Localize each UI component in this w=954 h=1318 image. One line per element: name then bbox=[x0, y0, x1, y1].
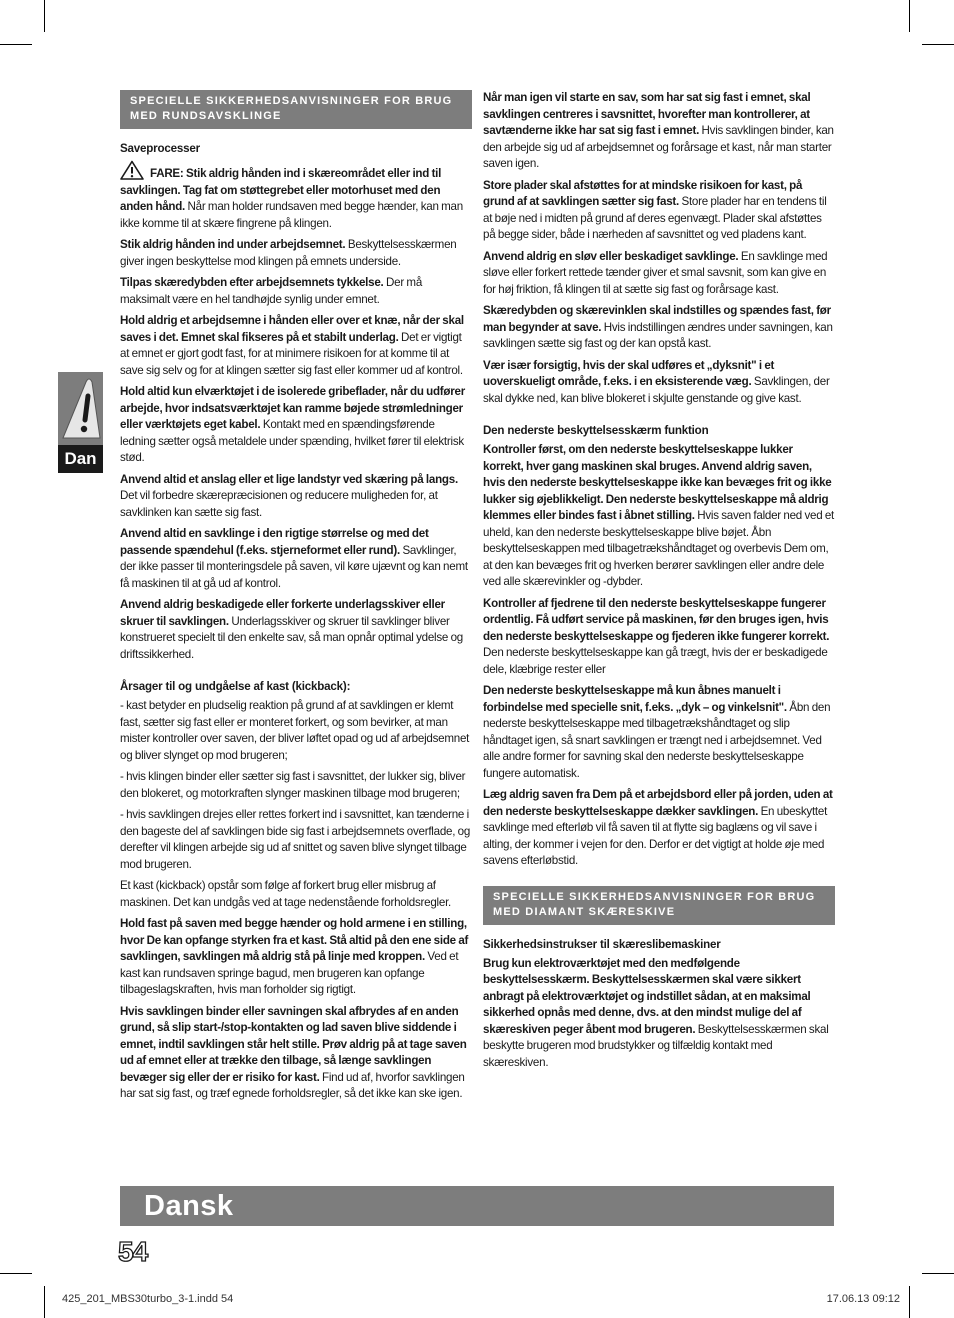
crop-mark bbox=[0, 1273, 32, 1274]
subheading: Den nederste beskyttelsesskærm funktion bbox=[483, 424, 709, 437]
paragraph: Hvis savklingen binder eller savningen skal afbrydes af en anden grund, så slip start-/stop-kontakten og lad saven blive siddende i emnet, indtil savklingen står helt stille. Prøv aldrig på at tage saven ud af emnet eller at trække den tilbage, så længe savklingen bevæger sig eller der er risiko for kast. Find ud af, hvorfor savklingen har sat sig fast, og træf egnede forholdsregler, så det ikke kan ske igen. bbox=[120, 1004, 467, 1100]
section-header: SPECIELLE SIKKERHEDSANVISNINGER FOR BRUG MED RUNDSAVSKLINGE bbox=[120, 90, 472, 129]
footer-language-bar: Dansk bbox=[120, 1186, 834, 1226]
section-header: SPECIELLE SIKKERHEDSANVISNINGER FOR BRUG MED DIAMANT SKÆRESKIVE bbox=[483, 886, 835, 925]
crop-mark bbox=[909, 0, 910, 32]
subheading: Sikkerhedsinstrukser til skæreslibemaskiner bbox=[483, 937, 721, 951]
paragraph: Vær især forsigtig, hvis der skal udføres et „dyksnit" i et uoverskueligt område, f.eks. i en eksisterende væg. Savklingen, der skal dykke ned, kan blive blokeret i skjulte genstande og give kast. bbox=[483, 358, 830, 405]
print-slug-left: 425_201_MBS30turbo_3-1.indd 54 bbox=[62, 1293, 234, 1305]
paragraph: Anvend altid et anslag eller et lige landstyr ved skæring på langs. Det vil forbedre skærepræcisionen og reducere muligheden for, at savklinken kan sætte sig fast. bbox=[120, 472, 458, 519]
paragraph: Anvend aldrig en sløv eller beskadiget savklinge. En savklinge med sløve eller forkert rettede tænder giver et smal savsnit, som kan give en for høj friktion, få klingen til at sætte sig fast og forårsage kast. bbox=[483, 249, 828, 296]
paragraph: Den nederste beskyttelseskappe må kun åbnes manuelt i forbindelse med specielle snit, f.eks. „dyk – og vinkelsnit". Åbn den nederste beskyttelseskappe med tilbagetrækshåndtaget og slip håndtaget igen, så snart savklingen er trængt ned i arbejdsemnet. Ved alle andre former for savning skal den nederste beskyttelseskappe fungere automatisk. bbox=[483, 684, 831, 780]
right-column bbox=[483, 90, 835, 1076]
paragraph: Hold aldrig et arbejdsemne i hånden eller over et knæ, når der skal saves i det. Emnet skal fikseres på et stabilt underlag. Det er vigtigt at emnet er gjort godt fast, for at minimere risikoen for at komme til at save sig selv og for at klingen sætter sig fast eller kommer ud af kontrol. bbox=[120, 314, 464, 377]
paragraph: Hold altid kun elværktøjet i de isolerede gribeflader, når du udfører arbejde, hvor indsatsværktøjet kan ramme bøjede strømledninger eller værktøjets eget kabel. Kontakt med en spændingsførende ledning sætter også metaldele under spænding, hvilket fører til elektrisk stød. bbox=[120, 385, 465, 464]
subheading: Årsager til og undgåelse af kast (kickback): bbox=[120, 680, 351, 693]
warning-triangle-icon bbox=[58, 372, 103, 445]
crop-mark bbox=[909, 1286, 910, 1318]
paragraph: Store plader skal afstøttes for at mindske risikoen for kast, på grund af at savklingen sætter sig fast. Store plader har en tendens til at bøje ned i midten på grund af deres egenvægt. Plader skal afstøttes på begge sider, både i nærheden af savsnittet og ved pladens kant. bbox=[483, 178, 827, 241]
language-side-tab bbox=[58, 372, 103, 473]
paragraph: Stik aldrig hånden ind under arbejdsemnet. Beskyttelsesskærmen giver ingen beskyttelse mod klingen på emnets underside. bbox=[120, 238, 457, 268]
crop-mark bbox=[44, 0, 45, 32]
warning-icon bbox=[120, 160, 144, 180]
print-slug-right: 17.06.13 09:12 bbox=[826, 1293, 900, 1305]
page-number: 54 bbox=[118, 1236, 148, 1267]
paragraph: Et kast (kickback) opstår som følge af forkert brug eller misbrug af maskinen. Det kan undgås ved at tage nedenstående forholdsregler. bbox=[120, 879, 452, 909]
paragraph: Læg aldrig saven fra Dem på et arbejdsbord eller på jorden, uden at den nederste beskyttelseskappe dækker savklingen. En ubeskyttet savklinge med efterløb vil få saven til at flytte sig baglæns og vil save i alting, der kommer i vejen for den. Derfor er det vigtigt at holde øje med savens efterløbstid. bbox=[483, 788, 833, 867]
paragraph: Tilpas skæredybden efter arbejdsemnets tykkelse. Der må maksimalt være en hel tandhøjde synlig under emnet. bbox=[120, 276, 423, 306]
crop-mark bbox=[0, 44, 32, 45]
paragraph: Når man igen vil starte en sav, som har sat sig fast i emnet, skal savklingen centreres i savsnittet, hvorefter man kontrollerer, at savtænderne ikke har sat sig fast i emnet. Hvis savklingen binder, kan den arbejde sig ud af arbejdsemnet og forårsage et kast, når man starter saven igen. bbox=[483, 91, 834, 170]
paragraph: - hvis klingen binder eller sætter sig fast i savsnittet, der lukker sig, bliver den blokeret, og motorkraften slynger maskinen tilbage mod brugeren; bbox=[120, 770, 466, 800]
paragraph: - hvis savklingen drejes eller rettes forkert ind i savsnittet, kan tænderne i den bageste del af savklingen bide sig fast i arbejdsemnets overflade, og derefter vil klingen arbejde sig ud af snittet og saven blive slynget tilbage mod brugeren. bbox=[120, 808, 471, 871]
crop-mark bbox=[44, 1286, 45, 1318]
subheading: Saveprocesser bbox=[120, 142, 200, 155]
paragraph: Brug kun elektroværktøjet med den medfølgende beskyttelsesskærm. Beskyttelsesskærmen skal være sikkert anbragt på elektroværktøjet og indstillet sådan, at en maksimal sikkerhed opnås med denne, dvs. at den mindst mulige del af skæreskiven peger åbent mod brugeren. Beskyttelsesskærmen skal beskytte brugeren mod brudstykker og tilfældig kontakt med skæreskiven. bbox=[483, 956, 829, 1069]
crop-mark bbox=[922, 1273, 954, 1274]
crop-mark bbox=[922, 44, 954, 45]
paragraph: Anvend altid en savklinge i den rigtige størrelse og med det passende spændehul (f.eks. stjerneformet eller rund). Savklinger, der ikke passer til monteringsdele på saven, vil køre ujævnt og kan nemt få maskinen til at gå ud af kontrol. bbox=[120, 527, 468, 590]
paragraph: Skæredybden og skærevinklen skal indstilles og spændes fast, før man begynder at save. Hvis indstillingen ændres under savningen, kan savklingen sætte sig fast og der kan opstå kast. bbox=[483, 304, 833, 350]
language-tab-label: Dan bbox=[58, 445, 103, 473]
left-column bbox=[120, 90, 472, 1108]
paragraph: Kontroller af fjedrene til den nederste beskyttelseskappe fungerer ordentlig. Få udført service på maskinen, før den bruges igen, hvis den nederste beskyttelseskappe og fjederen ikke fungerer korrekt. Den nederste beskyttelseskappe kan gå trægt, hvis der er beskadigede dele, klæbrige rester eller bbox=[483, 596, 830, 676]
paragraph: FARE: Stik aldrig hånden ind i skæreområdet eller ind til savklingen. Tag fat om støttegrebet eller motorhuset med den anden hånd. Når man holder rundsaven med begge hænder, kan man ikke komme til at skære fingrene på klingen. bbox=[120, 160, 472, 232]
paragraph: - kast betyder en pludselig reaktion på grund af at savklingen er klemt fast, sætter sig fast eller er monteret forkert, og som bevirker, at man mister kontroller over saven, der bliver løftet opad og ud af arbejdsemnet og bliver slynget op mod brugeren; bbox=[120, 699, 470, 762]
paragraph: Anvend aldrig beskadigede eller forkerte underlagsskiver eller skruer til savklingen. Underlagsskiver og skruer til savklinger bliver konstrueret specielt til den enkelte sav, så man opnår optimal ydelse og driftssikkerhed. bbox=[120, 598, 463, 661]
paragraph: Kontroller først, om den nederste beskyttelseskappe lukker korrekt, hver gang maskinen skal bruges. Anvend aldrig saven, hvis den nederste beskyttelseskappe ikke kan bevæges frit og ikke lukker sig øjeblikkeligt. Den nederste beskyttelseskappe må aldrig klemmes eller bindes fast i åbnet stilling. Hvis saven falder ned ved et uheld, kan den nederste beskyttelseskappe blive bøjet. Åbn beskyttelseskappen med tilbagetrækshåndtaget og overbevis Dem om, at den kan bevæges frit og hverken berører savklingen eller andre dele ved alle skærevinkler og -dybder. bbox=[483, 443, 835, 588]
paragraph: Hold fast på saven med begge hænder og hold armene i en stilling, hvor De kan opfange styrken fra et kast. Stå altid på den ene side af savklingen, savklingen må aldrig stå på linje med kroppen. Ved et kast kan rundsaven springe bagud, men brugeren kan opfange tilbageslagskraften, hvis man forholder sig rigtigt. bbox=[120, 917, 469, 996]
